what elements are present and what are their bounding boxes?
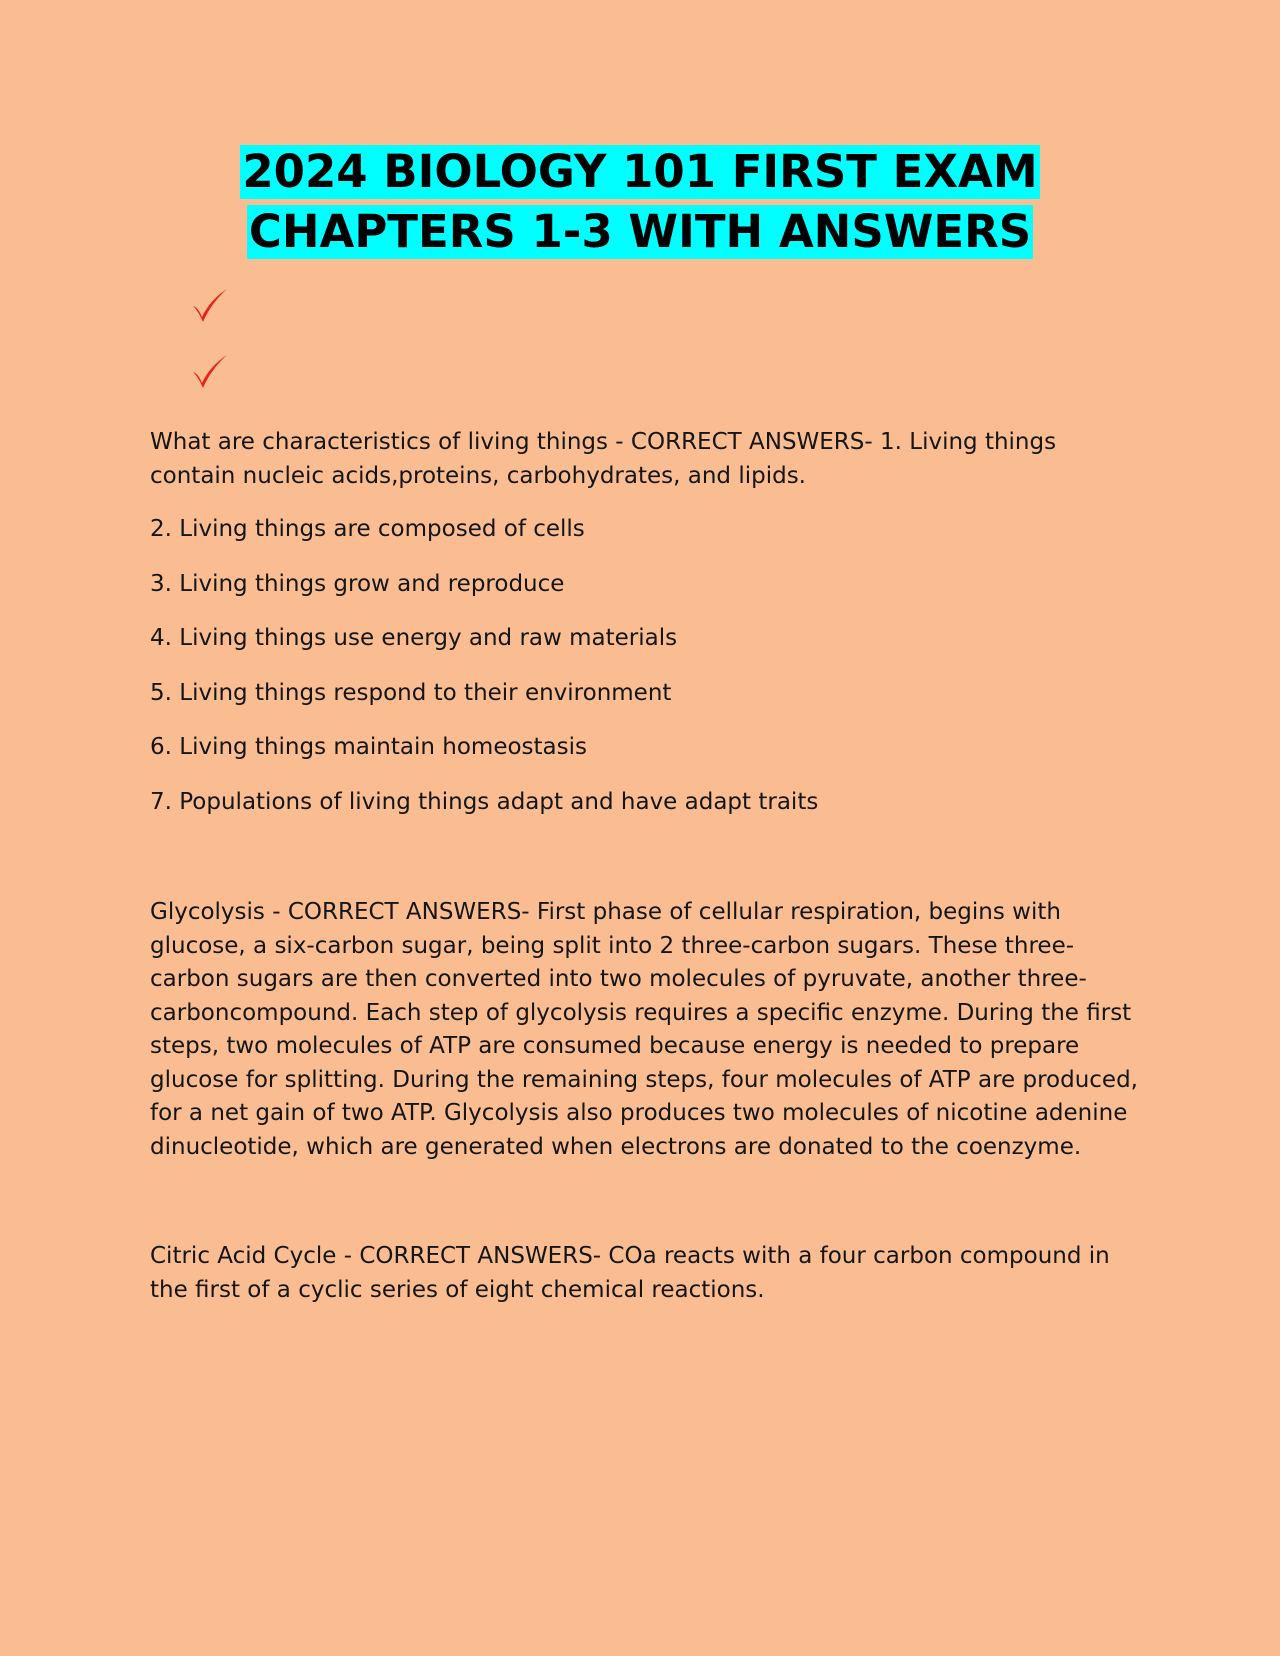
title-line-2: CHAPTERS 1-3 WITH ANSWERS xyxy=(248,205,1032,258)
check-icon xyxy=(190,286,230,326)
title-line-1: 2024 BIOLOGY 101 FIRST EXAM xyxy=(242,145,1038,198)
question-living-things: What are characteristics of living things - CORRECT ANSWERS- 1. Living things contain nucleic acids,proteins, carbohydrates, and lipids. xyxy=(150,429,1057,489)
answer-item: 2. Living things are composed of cells xyxy=(150,516,585,542)
answer-item: 4. Living things use energy and raw materials xyxy=(150,625,678,651)
document-title xyxy=(0,145,1280,259)
answer-item: 7. Populations of living things adapt and have adapt traits xyxy=(150,788,819,815)
answer-item: 3. Living things grow and reproduce xyxy=(150,570,565,597)
question-citric-acid-cycle: Citric Acid Cycle - CORRECT ANSWERS- COa reacts with a four carbon compound in the first of a cyclic series of eight chemical reactions. xyxy=(150,1243,1110,1303)
document-body xyxy=(150,426,1140,1307)
answer-item: 6. Living things maintain homeostasis xyxy=(150,734,587,760)
question-glycolysis: Glycolysis - CORRECT ANSWERS- First phase of cellular respiration, begins with glucose, a six-carbon sugar, being split into 2 three-carbon sugars. These three-carbon sugars are then converted into two molecules of pyruvate, another three-carboncompound. Each step of glycolysis requires a specific enzyme. During the first steps, two molecules of ATP are consumed because energy is needed to prepare glucose for splitting. During the remaining steps, four molecules of ATP are produced, for a net gain of two ATP. Glycolysis also produces two molecules of nicotine adenine dinucleotide, which are generated when electrons are donated to the coenzyme. xyxy=(150,899,1138,1160)
check-icon xyxy=(190,352,230,392)
answer-item: 5. Living things respond to their environment xyxy=(150,679,672,706)
